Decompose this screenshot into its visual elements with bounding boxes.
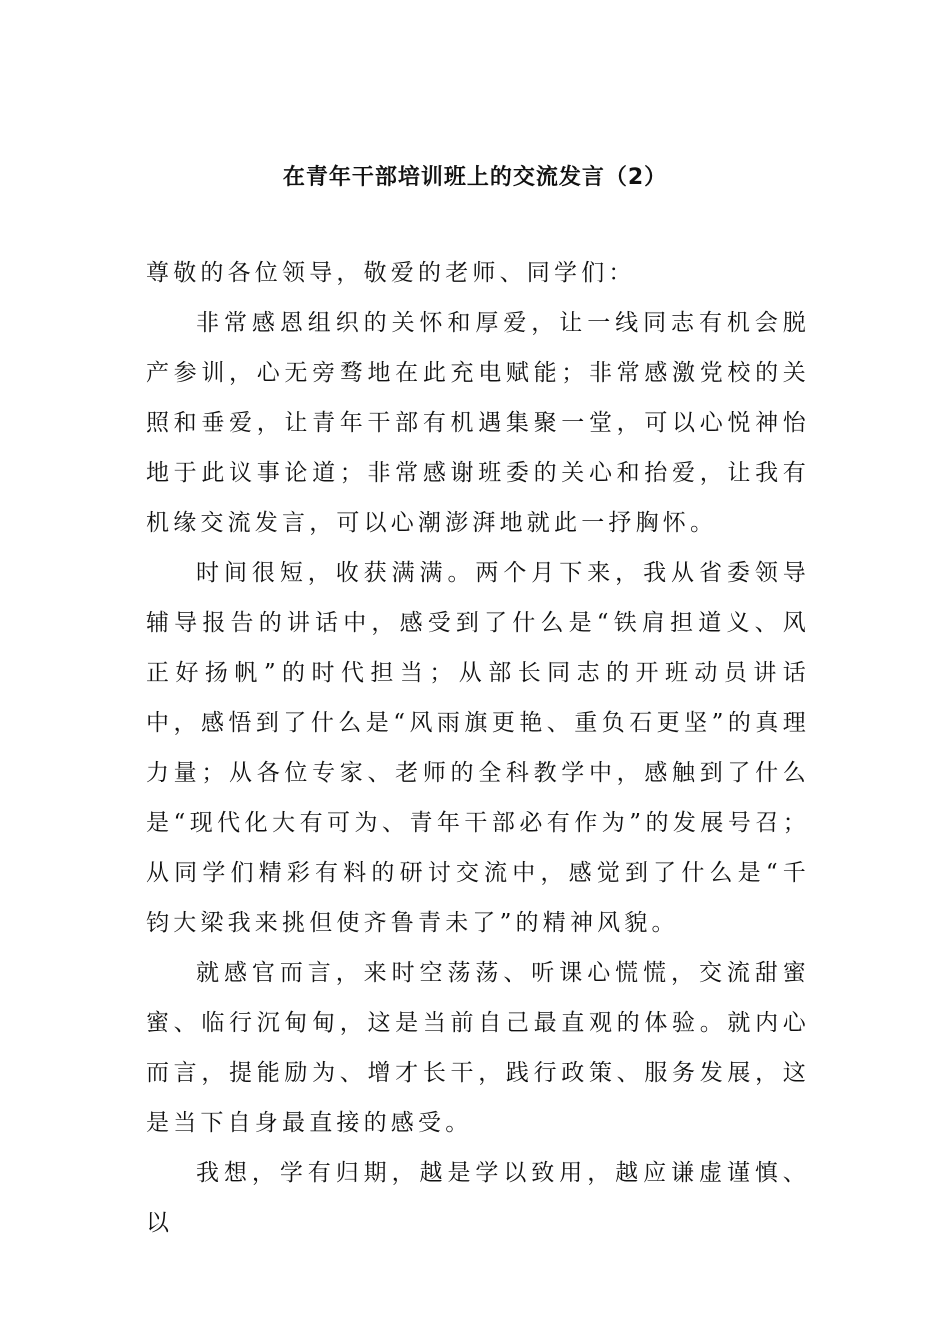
paragraph-1: 非常感恩组织的关怀和厚爱，让一线同志有机会脱产参训，心无旁骛地在此充电赋能；非常感激党校的关照和垂爱，让青年干部有机遇集聚一堂，可以心悦神怡地于此议事论道；非常感谢班委的关心和抬爱，让我有机缘交流发言，可以心潮澎湃地就此一抒胸怀。 bbox=[146, 310, 810, 536]
salutation: 尊敬的各位领导，敬爱的老师、同学们： bbox=[146, 260, 636, 286]
paragraph-3: 就感官而言，来时空荡荡、听课心慌慌，交流甜蜜蜜、临行沉甸甸，这是当前自己最直观的体验。就内心而言，提能励为、增才长干，践行政策、服务发展，这是当下自身最直接的感受。 bbox=[146, 960, 810, 1136]
paragraph-4: 我想，学有归期，越是学以致用，越应谦虚谨慎、以 bbox=[146, 1160, 810, 1236]
document-title: 在青年干部培训班上的交流发言（2） bbox=[282, 165, 668, 190]
document-body bbox=[146, 248, 810, 1248]
paragraph-2: 时间很短，收获满满。两个月下来，我从省委领导辅导报告的讲话中，感受到了什么是“铁肩担道义、风正好扬帆”的时代担当；从部长同志的开班动员讲话中，感悟到了什么是“风雨旗更艳、重负石更坚”的真理力量；从各位专家、老师的全科教学中，感触到了什么是“现代化大有可为、青年干部必有作为”的发展号召；从同学们精彩有料的研讨交流中，感觉到了什么是“千钧大梁我来挑但使齐鲁青未了”的精神风貌。 bbox=[146, 560, 810, 936]
